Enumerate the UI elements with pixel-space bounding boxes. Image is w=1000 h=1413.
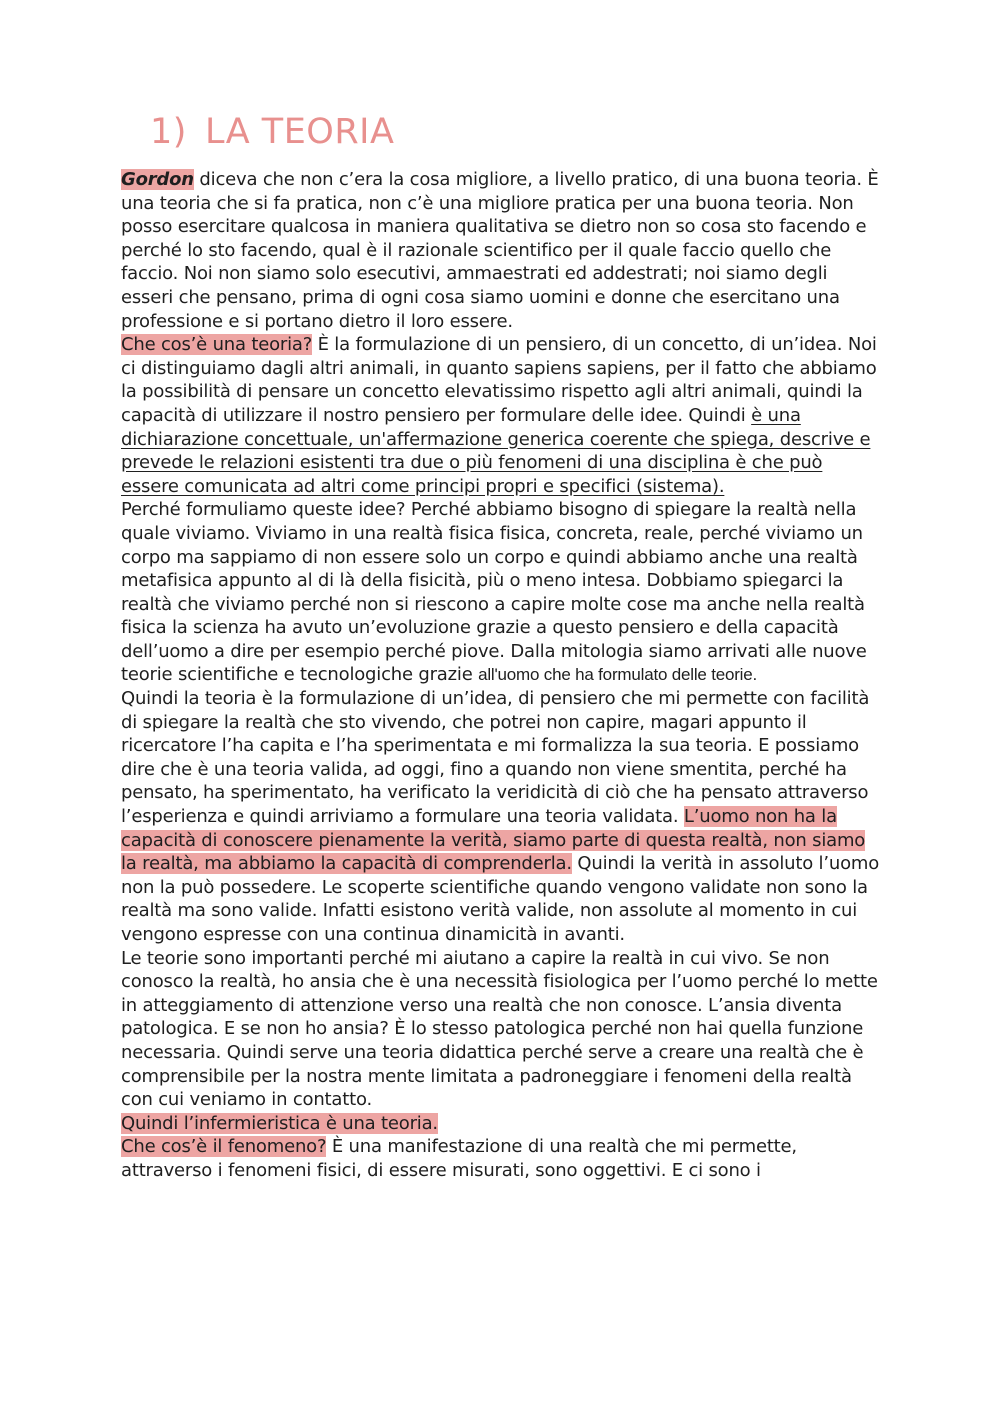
paragraph-fenomeno xyxy=(121,1135,881,1182)
paragraph-perche-text: Perché formuliamo queste idee? Perché abbiamo bisogno di spiegare la realtà nella quale viviamo. Viviamo in una realtà fisica fisica, concreta, reale, perché viviamo un corpo ma sappiamo di non essere solo un corpo e quindi abbiamo anche una realtà metafisica appunto al di là della fisicità, più o meno intesa. Dobbiamo spiegarci la realtà che viviamo perché non si riescono a capire molte cose ma anche nella realtà fisica la scienza ha avuto un’evoluzione grazie a questo pensiero e della capacità dell’uomo a dire per esempio perché piove. Dalla mitologia siamo arrivati alle nuove teorie scientifiche e tecnologiche grazie xyxy=(121,499,867,686)
paragraph-importanti xyxy=(121,947,881,1112)
heading-title: LA TEORIA xyxy=(204,112,395,152)
section-heading xyxy=(150,112,394,152)
highlight-verita: L’uomo non ha la capacità di conoscere pienamente la verità, siamo parte di questa realtà, non siamo la realtà, ma abbiamo la capacità di comprenderla. xyxy=(121,806,866,875)
paragraph-perche-tail: all'uomo che ha formulato delle teorie. xyxy=(478,665,758,685)
highlight-question-fenomeno: Che cos’è il fenomeno? xyxy=(121,1136,327,1158)
paragraph-quindi-text: Quindi la teoria è la formulazione di un’idea, di pensiero che mi permette con facilità di spiegare la realtà che sto vivendo, che potrei non capire, magari appunto il ricercatore l’ha capita e l’ha sperimentata e mi formalizza la sua teoria. E possiamo dire che è una teoria valida, ad oggi, fino a quando non viene smentita, perché ha pensato, ha sperimentato, ha verificato la veridicità di ciò che ha pensato attraverso l’esperienza e quindi arriviamo a formulare una teoria validata. xyxy=(121,688,870,828)
highlight-infermieristica: Quindi l’infermieristica è una teoria. xyxy=(121,1112,438,1134)
paragraph-importanti-text: Le teorie sono importanti perché mi aiutano a capire la realtà in cui vivo. Se non conosco la realtà, ho ansia che è una necessità fisiologica per l’uomo perché lo mette in atteggiamento di attenzione verso una realtà che non conosce. L’ansia diventa patologica. E se non ho ansia? È lo stesso patologica perché non hai quella funzione necessaria. Quindi serve una teoria didattica perché serve a creare una realtà che è comprensibile per la nostra mente limitata a padroneggiare i fenomeni della realtà con cui veniamo in contatto. xyxy=(121,947,878,1111)
paragraph-perche xyxy=(121,498,881,687)
paragraph-infermieristica xyxy=(121,1112,881,1136)
underlined-definition: è una dichiarazione concettuale, un'affermazione generica coerente che spiega, descrive e prevede le relazioni esistenti tra due o più fenomeni di una disciplina è che può essere comunicata ad altri come principi propri e specifici (sistema). xyxy=(121,404,871,497)
paragraph-teoria-definition xyxy=(121,333,881,498)
paragraph-quindi-rest: Quindi la verità in assoluto l’uomo non la può possedere. Le scoperte scientifiche quando vengono validate non sono la realtà ma sono valide. Infatti esistono verità valide, non assolute al momento in cui vengono espresse con una continua dinamicità in avanti. xyxy=(121,853,880,945)
paragraph-fenomeno-text: È una manifestazione di una realtà che mi permette, attraverso i fenomeni fisici, di essere misurati, sono oggettivi. E ci sono i xyxy=(121,1136,797,1181)
paragraph-quindi xyxy=(121,687,881,947)
highlight-gordon: Gordon xyxy=(121,169,194,190)
body-text xyxy=(121,168,881,1183)
heading-number: 1) xyxy=(150,112,187,152)
paragraph-teoria-text: È la formulazione di un pensiero, di un concetto, di un’idea. Noi ci distinguiamo dagli altri animali, in quanto sapiens sapiens, per il fatto che abbiamo la possibilità di pensare un concetto elevatissimo rispetto agli altri animali, quindi la capacità di utilizzare il nostro pensiero per formulare delle idee. Quindi xyxy=(121,334,877,426)
paragraph-gordon xyxy=(121,168,881,333)
paragraph-gordon-text: diceva che non c’era la cosa migliore, a livello pratico, di una buona teoria. È una teoria che si fa pratica, non c’è una migliore pratica per una buona teoria. Non posso esercitare qualcosa in maniera qualitativa se dietro non so cosa sto facendo e perché lo sto facendo, qual è il razionale scientifico per il quale faccio quello che faccio. Noi non siamo solo esecutivi, ammaestrati ed addestrati; noi siamo degli esseri che pensano, prima di ogni cosa siamo uomini e donne che esercitano una professione e si portano dietro il loro essere. xyxy=(121,169,879,332)
highlight-question-teoria: Che cos’è una teoria? xyxy=(121,334,313,356)
